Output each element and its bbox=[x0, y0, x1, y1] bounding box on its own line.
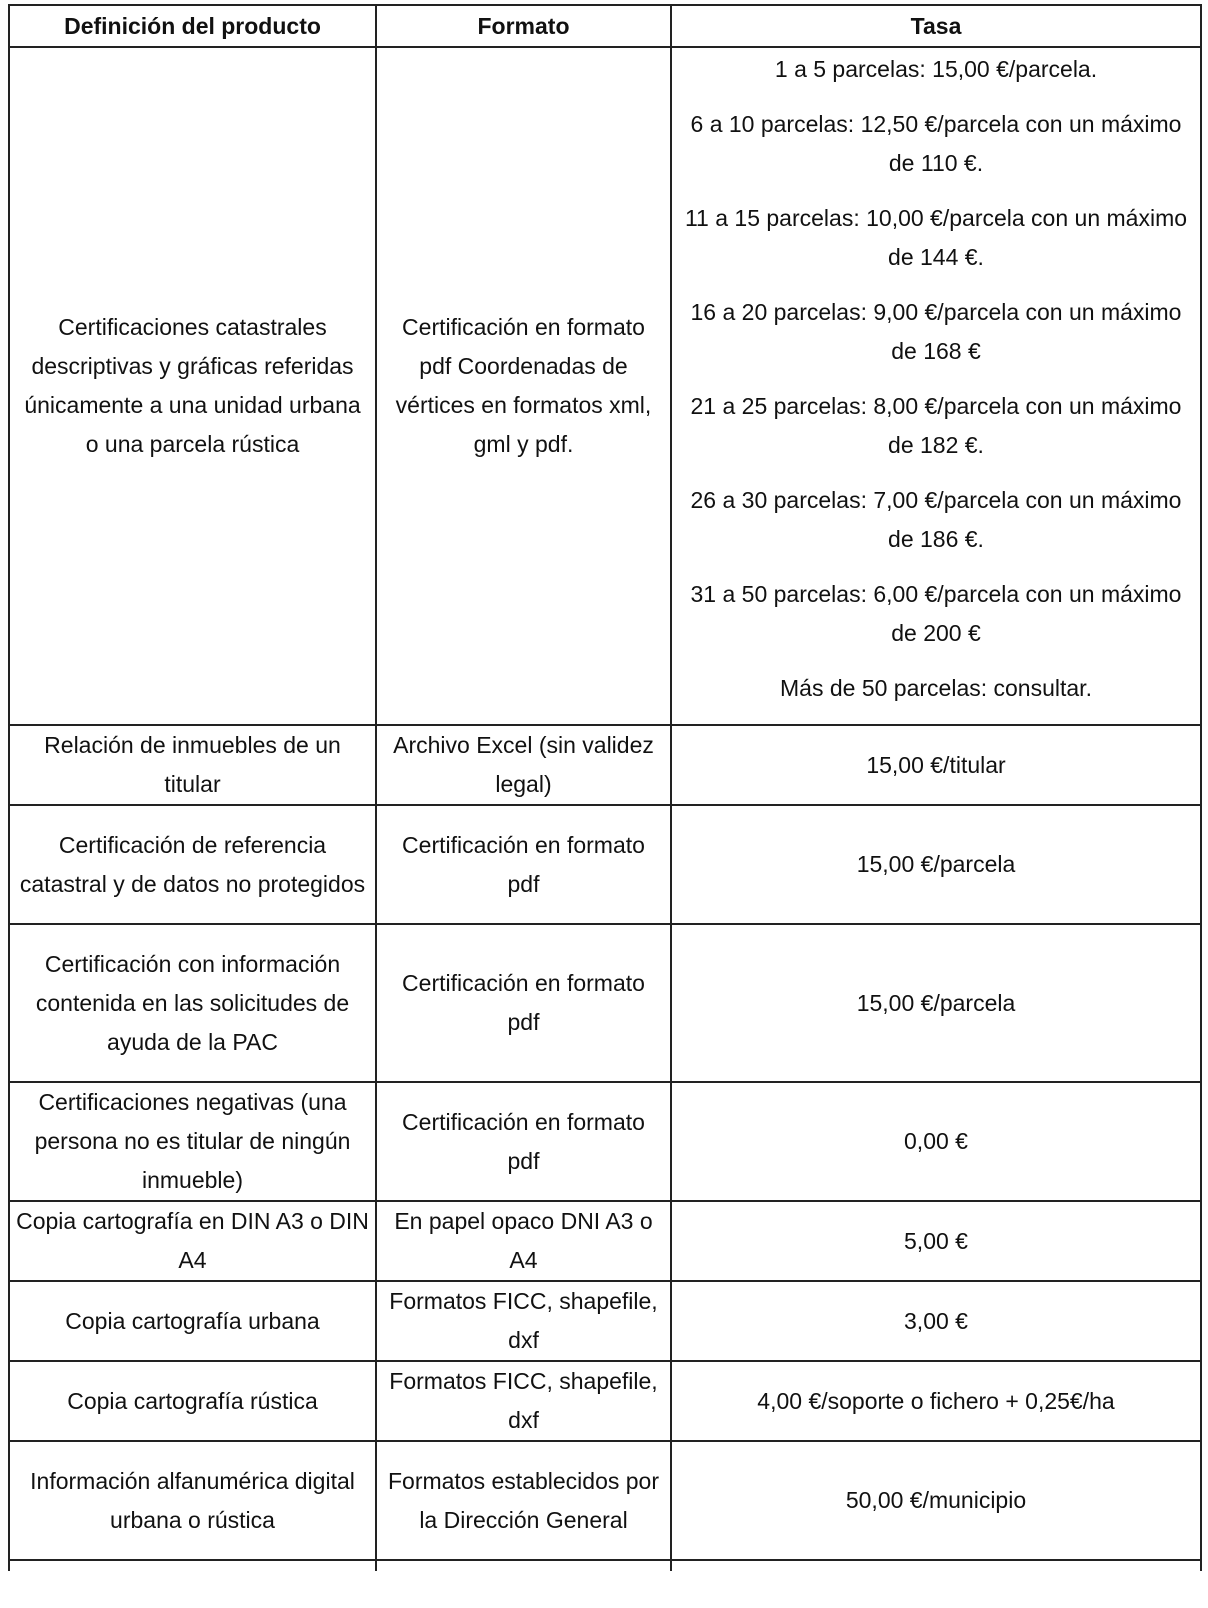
table-row bbox=[9, 47, 1201, 725]
table-row bbox=[9, 1201, 1201, 1281]
format-cell: En papel opaco DNI A3 o A4 bbox=[376, 1201, 671, 1281]
rate-cell: 3,00 € bbox=[671, 1281, 1201, 1361]
rates-table bbox=[8, 4, 1202, 1571]
product-cell: Copia cartografía rústica bbox=[9, 1361, 376, 1441]
rate-cell: 0,00 € bbox=[671, 1082, 1201, 1201]
rate-tier: Más de 50 parcelas: consultar. bbox=[780, 675, 1092, 701]
header-format: Formato bbox=[376, 5, 671, 47]
table-row bbox=[9, 1441, 1201, 1560]
rate-cell: 4,00 €/soporte o fichero + 0,25€/ha bbox=[671, 1361, 1201, 1441]
format-cell: Certificación en formato pdf bbox=[376, 805, 671, 924]
format-cell: Certificación en formato pdf Coordenadas de vértices en formatos xml, gml y pdf. bbox=[376, 47, 671, 725]
table-row bbox=[9, 725, 1201, 805]
product-cell: Certificación de referencia catastral y de datos no protegidos bbox=[9, 805, 376, 924]
rate-tier: 11 a 15 parcelas: 10,00 €/parcela con un máximo de 144 €. bbox=[684, 205, 1188, 270]
rate-cell: 5,00 € bbox=[671, 1201, 1201, 1281]
product-cell: Certificaciones negativas (una persona no es titular de ningún inmueble) bbox=[9, 1082, 376, 1201]
product-cell: Copia cartografía urbana bbox=[9, 1281, 376, 1361]
rate-tier: 6 a 10 parcelas: 12,50 €/parcela con un máximo de 110 €. bbox=[690, 111, 1182, 176]
rate-tiers-cell bbox=[671, 47, 1201, 725]
table-row-continuation bbox=[9, 1560, 1201, 1571]
format-cell: Archivo Excel (sin validez legal) bbox=[376, 725, 671, 805]
rate-tier: 31 a 50 parcelas: 6,00 €/parcela con un máximo de 200 € bbox=[690, 581, 1182, 646]
empty-cell bbox=[376, 1560, 671, 1571]
format-cell: Certificación en formato pdf bbox=[376, 924, 671, 1082]
table-row bbox=[9, 1082, 1201, 1201]
table-row bbox=[9, 924, 1201, 1082]
empty-cell bbox=[671, 1560, 1201, 1571]
table-row bbox=[9, 805, 1201, 924]
rate-tier: 26 a 30 parcelas: 7,00 €/parcela con un máximo de 186 €. bbox=[690, 487, 1182, 552]
product-cell: Información alfanumérica digital urbana o rústica bbox=[9, 1441, 376, 1560]
product-cell: Certificaciones catastrales descriptivas y gráficas referidas únicamente a una unidad urbana o una parcela rústica bbox=[9, 47, 376, 725]
table-row bbox=[9, 1361, 1201, 1441]
table-header-row bbox=[9, 5, 1201, 47]
format-cell: Formatos FICC, shapefile, dxf bbox=[376, 1281, 671, 1361]
header-rate: Tasa bbox=[671, 5, 1201, 47]
product-cell: Relación de inmuebles de un titular bbox=[9, 725, 376, 805]
product-cell: Copia cartografía en DIN A3 o DIN A4 bbox=[9, 1201, 376, 1281]
rate-cell: 15,00 €/parcela bbox=[671, 805, 1201, 924]
rate-tier: 21 a 25 parcelas: 8,00 €/parcela con un máximo de 182 €. bbox=[690, 393, 1182, 458]
format-cell: Formatos FICC, shapefile, dxf bbox=[376, 1361, 671, 1441]
header-product: Definición del producto bbox=[9, 5, 376, 47]
product-cell: Certificación con información contenida en las solicitudes de ayuda de la PAC bbox=[9, 924, 376, 1082]
rate-cell: 15,00 €/parcela bbox=[671, 924, 1201, 1082]
empty-cell bbox=[9, 1560, 376, 1571]
table-row bbox=[9, 1281, 1201, 1361]
rate-tier: 16 a 20 parcelas: 9,00 €/parcela con un máximo de 168 € bbox=[690, 299, 1182, 364]
format-cell: Certificación en formato pdf bbox=[376, 1082, 671, 1201]
rate-cell: 15,00 €/titular bbox=[671, 725, 1201, 805]
rate-cell: 50,00 €/municipio bbox=[671, 1441, 1201, 1560]
format-cell: Formatos establecidos por la Dirección General bbox=[376, 1441, 671, 1560]
rate-tier: 1 a 5 parcelas: 15,00 €/parcela. bbox=[774, 56, 1098, 82]
